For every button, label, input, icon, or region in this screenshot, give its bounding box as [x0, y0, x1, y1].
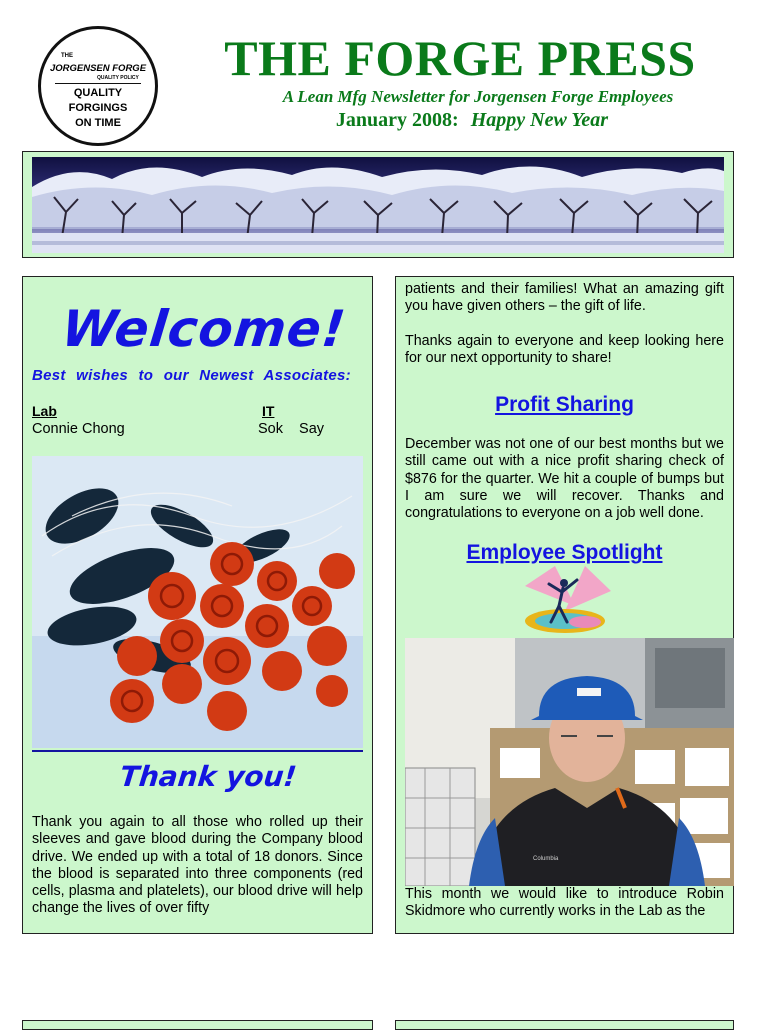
employee-spotlight-heading: Employee Spotlight — [466, 541, 663, 564]
logo-the: THE — [61, 53, 73, 59]
profit-sharing-heading: Profit Sharing — [495, 393, 634, 416]
spotlight-dancer-clipart — [515, 566, 611, 636]
winter-trees-banner-image — [32, 157, 724, 253]
associate-department-it: IT — [262, 403, 275, 419]
thanks-again-text: Thanks again to everyone and keep looking here for our next opportunity to share! — [405, 333, 724, 367]
newsletter-title: THE FORGE PRESS — [224, 30, 696, 86]
profit-sharing-text: December was not one of our best months but we still came out with a nice profit sharing check of $876 for the quarter. We hit a couple of bumps but I am sure we will recover. Thanks and congratulations to everyone on a job well done. — [405, 436, 724, 522]
thank-you-divider — [32, 750, 363, 752]
masthead — [190, 30, 730, 132]
associate-department-lab: Lab — [32, 403, 57, 419]
blood-drive-continued-text: patients and their families! What an amazing gift you have given others – the gift of life. — [405, 281, 724, 315]
blood-drive-text: Thank you again to all those who rolled up their sleeves and gave blood during the Company blood drive. We ended up with a total of 18 donors. Since the blood is separated into three components (red cells, plasma and platelets), our blood drive will help change the lives of over fifty — [32, 814, 363, 917]
welcome-subheading: Best wishes to our Newest Associates: — [32, 367, 351, 384]
next-page-left-panel — [22, 1020, 373, 1030]
next-page-right-panel — [395, 1020, 734, 1030]
logo-line-2: FORGINGS — [68, 102, 128, 114]
jacket-brand-label: Columbia — [533, 856, 559, 862]
employee-spotlight-text: This month we would like to introduce Robin Skidmore who currently works in the Lab as the — [405, 886, 724, 920]
logo-line-1: QUALITY — [73, 87, 123, 99]
logo-line-3: ON TIME — [75, 117, 121, 129]
logo-divider — [55, 83, 141, 84]
company-logo — [38, 26, 158, 146]
logo-brand: JORGENSEN FORGE — [49, 63, 147, 74]
roses-bouquet-image — [32, 456, 363, 748]
issue-date-line — [214, 108, 730, 132]
thank-you-heading: Thank you! — [118, 760, 299, 793]
associate-name-lab: Connie Chong — [32, 421, 125, 437]
employee-photo — [405, 638, 734, 886]
newsletter-subtitle: A Lean Mfg Newsletter for Jorgensen Forge Employees — [282, 87, 674, 106]
issue-greeting: Happy New Year — [470, 109, 609, 131]
logo-policy: QUALITY POLICY — [97, 75, 139, 81]
welcome-heading: Welcome! — [58, 300, 349, 358]
issue-date: January 2008: — [335, 109, 459, 131]
associate-name-it: Sok Say — [258, 421, 325, 437]
